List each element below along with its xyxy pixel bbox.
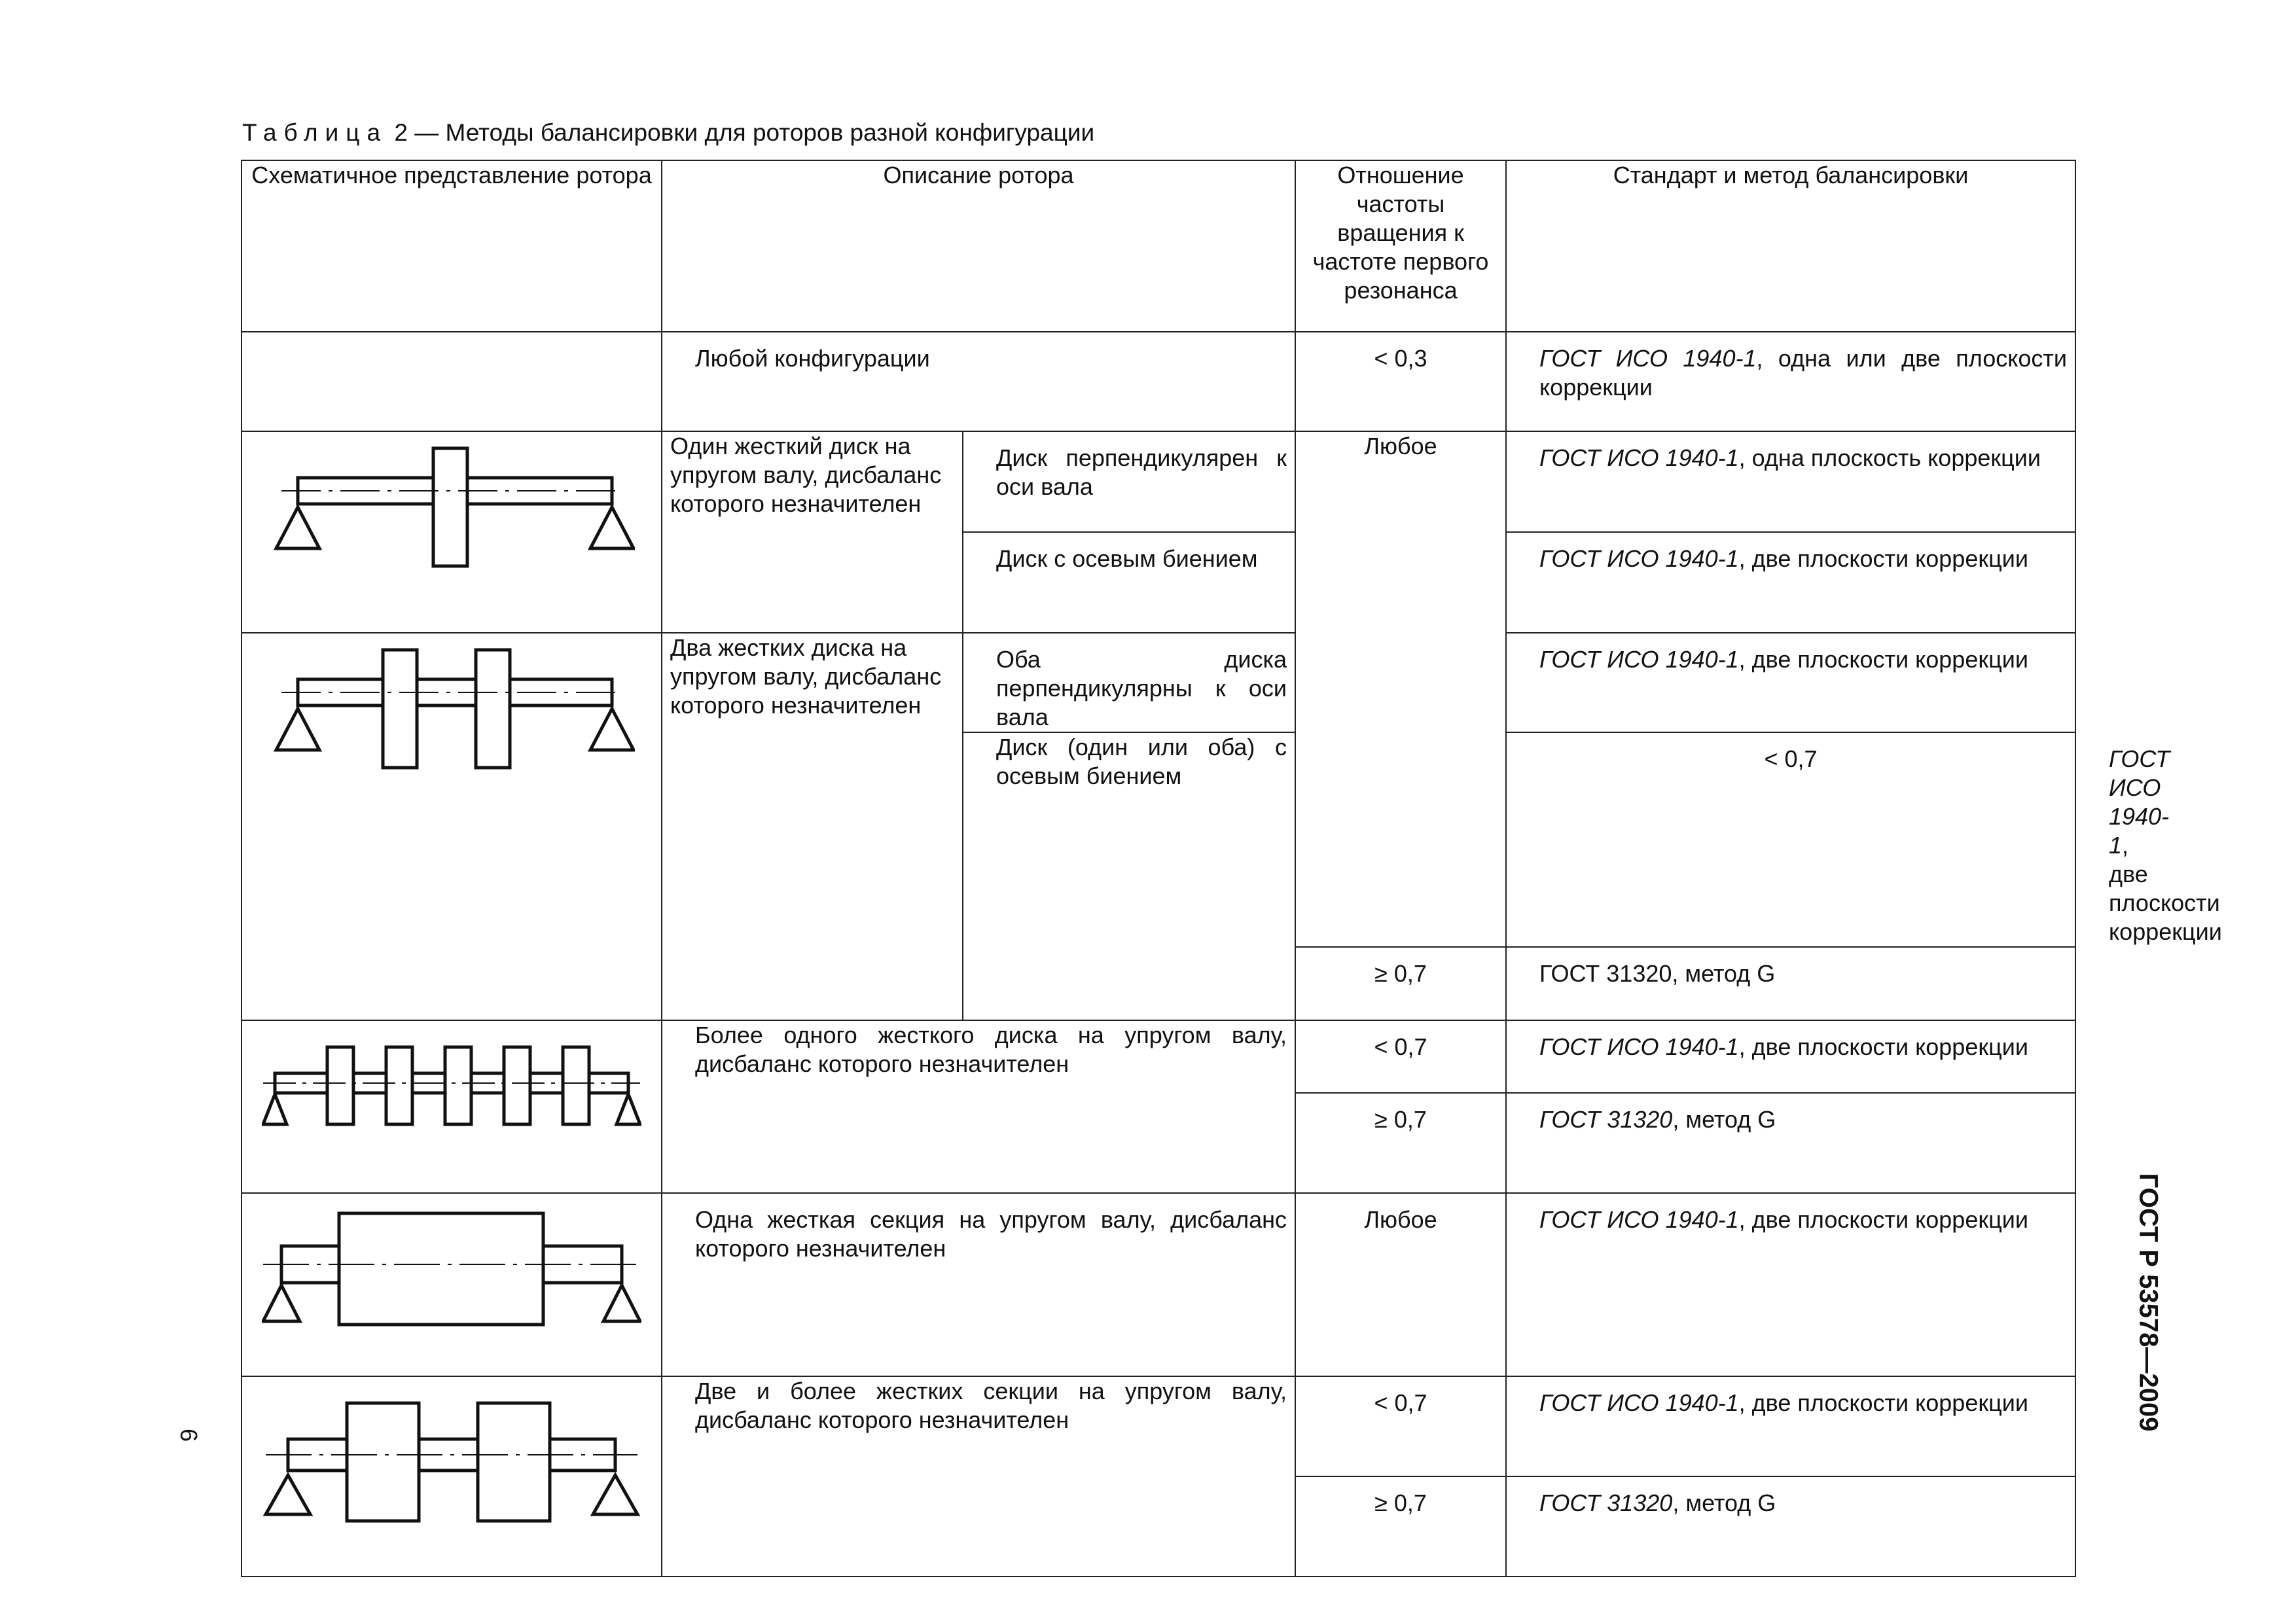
std-name: ГОСТ ИСО 1940-1: [1539, 545, 1739, 572]
std-multi-disks-high: [1506, 1093, 2075, 1193]
std-two-disks-runout-high: ГОСТ 31320, метод G: [1506, 947, 2075, 1020]
table-row-one-disk-a: [242, 431, 2075, 532]
schematic-one-disk: [242, 431, 662, 633]
std-multi-disks-low: [1506, 1020, 2075, 1093]
ratio-one-section: Любое: [1295, 1193, 1506, 1376]
std-two-disks-perpendicular: [1506, 633, 2075, 732]
std-any-config: [1506, 332, 2075, 431]
desc-multi-sections: Две и более жестких секции на упругом валу, дисбаланс которого незначителен: [662, 1376, 1295, 1577]
desc-any-config: Любой конфигурации: [662, 332, 1295, 431]
schematic-multi-disks: [242, 1020, 662, 1193]
desc-multi-disks: Более одного жесткого диска на упругом валу, дисбаланс которого незначителен: [662, 1020, 1295, 1193]
sub-two-disks-runout: Диск (один или оба) с осевым биением: [963, 732, 1295, 1020]
std-one-section: [1506, 1193, 2075, 1376]
rotor-multi-sections-diagram: [262, 1377, 641, 1541]
header-description: Описание ротора: [662, 160, 1295, 332]
schematic-multi-sections: [242, 1376, 662, 1577]
std-multi-sections-high: [1506, 1476, 2075, 1577]
std-name: ГОСТ 31320: [1539, 1106, 1673, 1133]
std-rest: , одна плоскость коррекции: [1738, 444, 2041, 471]
std-rest: , две плоскости коррекции: [1738, 545, 2028, 572]
std-rest: , метод G: [1672, 1106, 1776, 1133]
table-caption: [242, 119, 1094, 147]
table-row-multi-disks-a: [242, 1020, 2075, 1093]
caption-text: 2 — Методы балансировки для роторов разной конфигурации: [387, 119, 1095, 146]
std-multi-sections-low: [1506, 1376, 2075, 1476]
table-row-one-section: [242, 1193, 2075, 1376]
std-rest: , две плоскости коррекции: [1738, 646, 2028, 673]
header-standard: Стандарт и метод балансировки: [1506, 160, 2075, 332]
ratio-any-value: Любое: [1295, 431, 1506, 947]
schematic-one-section: [242, 1193, 662, 1376]
ratio-any-config: < 0,3: [1295, 332, 1506, 431]
ratio-multi-sections-low: < 0,7: [1295, 1376, 1506, 1476]
desc-one-disk: Один жесткий диск на упругом валу, дисбаланс которого незначителен: [662, 431, 963, 633]
std-name: ГОСТ ИСО 1940-1: [1539, 1033, 1739, 1060]
ratio-two-disks-low: < 0,7: [1506, 732, 2075, 947]
std-rest: , две плоскости коррекции: [1738, 1206, 2028, 1233]
document-side-title: [2115, 1165, 2181, 1440]
schematic-empty: [242, 332, 662, 431]
caption-lead: Таблица: [242, 119, 388, 146]
table-row-any-config: [242, 332, 2075, 431]
side-title-text: ГОСТ Р 53578—2009: [2134, 1173, 2163, 1432]
rotor-one-disk-diagram: [268, 432, 635, 589]
page-number: 6: [175, 1428, 203, 1442]
std-name: ГОСТ ИСО 1940-1: [1539, 1206, 1739, 1233]
std-name: ГОСТ ИСО 1940-1: [1539, 1389, 1739, 1416]
ratio-multi-disks-high: ≥ 0,7: [1295, 1093, 1506, 1193]
rotor-one-section-diagram: [262, 1194, 641, 1351]
table-row-multi-sections-a: [242, 1376, 2075, 1476]
header-ratio: Отношение частоты вращения к частоте первого резонанса: [1295, 160, 1506, 332]
header-schematic: Схематичное представление ротора: [242, 160, 662, 332]
header-row: [242, 160, 2075, 332]
std-rest: , одна или две плоскости коррекции: [1539, 345, 2068, 401]
sub-one-disk-runout: Диск с осевым биением: [963, 532, 1295, 633]
ratio-multi-disks-low: < 0,7: [1295, 1020, 1506, 1093]
std-name: ГОСТ ИСО 1940-1: [1539, 444, 1739, 471]
desc-one-section: Одна жесткая секция на упругом валу, дисбаланс которого незначителен: [662, 1193, 1295, 1376]
std-one-disk-runout: [1506, 532, 2075, 633]
std-rest: , две плоскости коррекции: [1738, 1389, 2028, 1416]
ratio-two-disks-high: ≥ 0,7: [1295, 947, 1506, 1020]
std-name: ГОСТ ИСО 1940-1: [1539, 345, 1757, 372]
std-rest: , две плоскости коррекции: [1738, 1033, 2028, 1060]
std-name: ГОСТ ИСО 1940-1: [2109, 745, 2170, 859]
table-row-two-disks-a: [242, 633, 2075, 732]
desc-two-disks: Два жестких диска на упругом валу, дисбаланс которого незначителен: [662, 633, 963, 1020]
std-rest: , две плоскости коррекции: [2109, 832, 2222, 945]
std-one-disk-perpendicular: [1506, 431, 2075, 532]
ratio-multi-sections-high: ≥ 0,7: [1295, 1476, 1506, 1577]
sub-two-disks-perpendicular: Оба диска перпендикулярны к оси вала: [963, 633, 1295, 732]
schematic-two-disks: [242, 633, 662, 1020]
sub-one-disk-perpendicular: Диск перпендикулярен к оси вала: [963, 431, 1295, 532]
rotor-two-disks-diagram: [268, 633, 635, 791]
std-name: ГОСТ 31320: [1539, 1489, 1673, 1516]
std-rest: , метод G: [1672, 1489, 1776, 1516]
std-name: ГОСТ ИСО 1940-1: [1539, 646, 1739, 673]
rotor-multi-disks-diagram: [262, 1021, 641, 1152]
